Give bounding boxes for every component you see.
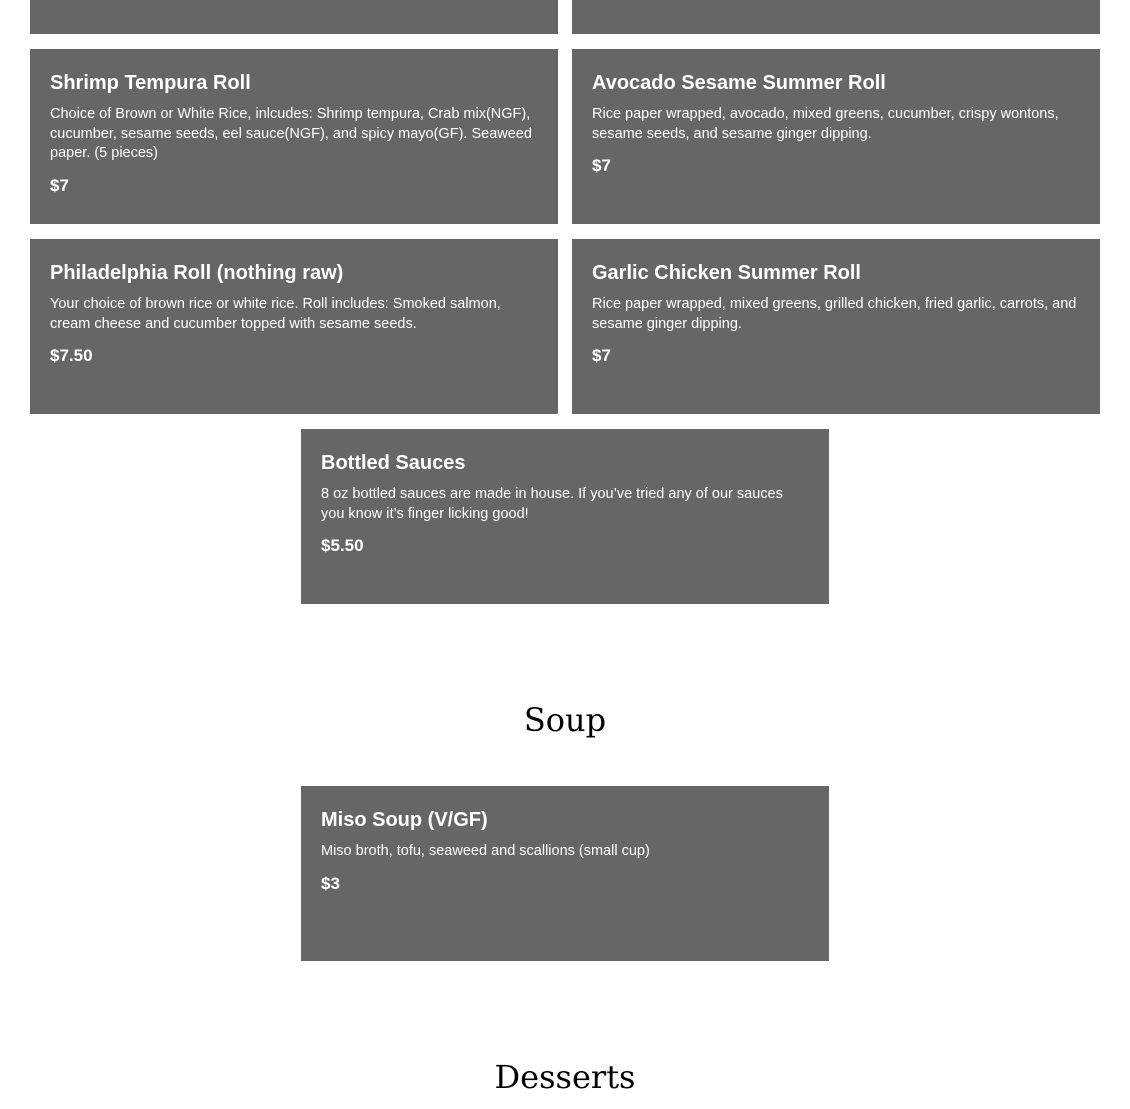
menu-item-price: $5.50 <box>321 536 364 556</box>
menu-item-price: $3 <box>321 873 340 893</box>
menu-card-garlic-chicken-summer-roll <box>572 239 1100 414</box>
menu-item-title: Avocado Sesame Summer Roll <box>592 72 886 94</box>
menu-item-title: Garlic Chicken Summer Roll <box>592 262 861 284</box>
menu-item-title: Shrimp Tempura Roll <box>50 72 251 94</box>
menu-item-description: 8 oz bottled sauces are made in house. If you’ve tried any of our sauces you know it’s finger licking good! <box>321 486 783 522</box>
menu-item-description: Choice of Brown or White Rice, inlcudes: Shrimp tempura, Crab mix(NGF), cucumber, sesame seeds, eel sauce(NGF), and spicy mayo(GF). Seaweed paper. (5 pieces) <box>50 106 532 162</box>
menu-item-description: Miso broth, tofu, seaweed and scallions (small cup) <box>321 843 650 859</box>
menu-card-miso-soup <box>301 786 829 961</box>
menu-card-shrimp-tempura-roll <box>30 49 558 224</box>
menu-card-philadelphia-roll <box>30 239 558 414</box>
menu-item-price: $7 <box>592 346 611 366</box>
menu-item-title: Bottled Sauces <box>321 452 466 474</box>
section-heading-soup: Soup <box>523 701 607 739</box>
menu-item-title: Miso Soup (V/GF) <box>321 809 488 831</box>
menu-item-price: $7.50 <box>50 346 93 366</box>
menu-item-description: Your choice of brown rice or white rice. Roll includes: Smoked salmon, cream cheese and cucumber topped with sesame seeds. <box>50 296 501 332</box>
menu-item-description: Rice paper wrapped, mixed greens, grilled chicken, fried garlic, carrots, and sesame ginger dipping. <box>592 296 1077 332</box>
menu-card-partial-right <box>572 0 1100 34</box>
menu-card-partial-left <box>30 0 558 34</box>
menu-card-bottled-sauces <box>301 429 829 604</box>
menu-item-description: Rice paper wrapped, avocado, mixed greens, cucumber, crispy wontons, sesame seeds, and sesame ginger dipping. <box>592 106 1059 142</box>
section-heading-desserts: Desserts <box>494 1058 636 1096</box>
menu-item-title: Philadelphia Roll (nothing raw) <box>50 262 344 284</box>
menu-card-avocado-sesame-summer-roll <box>572 49 1100 224</box>
menu-item-price: $7 <box>592 156 611 176</box>
menu-item-price: $7 <box>50 175 69 195</box>
